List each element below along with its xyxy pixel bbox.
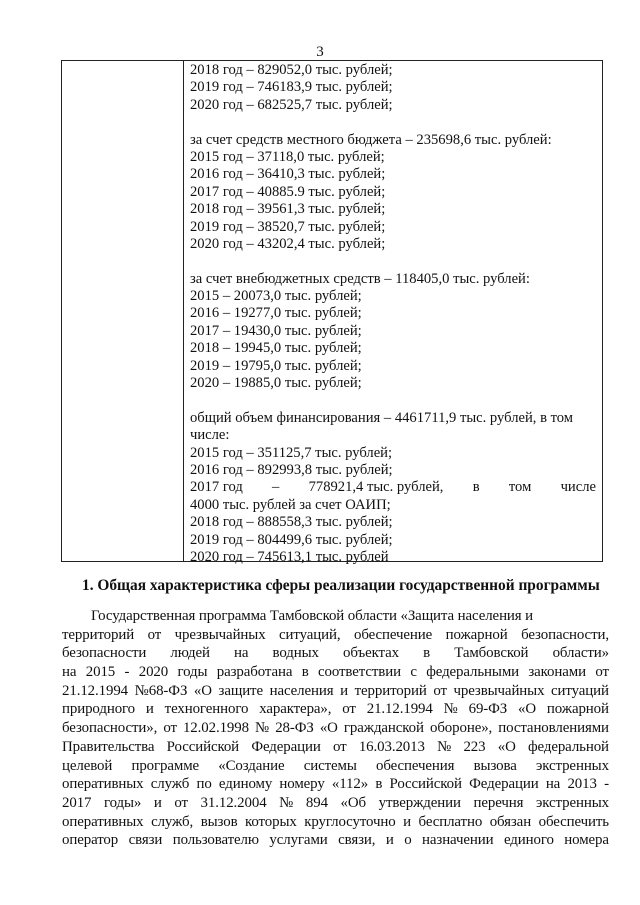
paragraph-word: ситуаций,	[279, 626, 341, 643]
regional-2020-line: 2020 год – 682525,7 тыс. рублей;	[190, 96, 393, 113]
paragraph-word: федеральными	[426, 664, 520, 681]
paragraph-word: №	[437, 738, 452, 755]
paragraph-line	[62, 775, 609, 794]
paragraph-word: программе	[131, 757, 200, 774]
paragraph-word: территорий	[354, 682, 427, 699]
paragraph-word: служб,	[151, 813, 194, 830]
paragraph-word: области»	[552, 645, 609, 662]
paragraph-word: целевой	[62, 757, 113, 774]
paragraph-word: и	[340, 682, 348, 699]
local-budget-line: 2018 год – 39561,3 тыс. рублей;	[190, 201, 386, 218]
paragraph-word: федеральной	[527, 738, 609, 755]
paragraph-word: от	[333, 738, 347, 755]
paragraph-word: и	[385, 832, 394, 849]
paragraph-word: населения	[269, 682, 334, 699]
paragraph-word: обязан	[489, 813, 532, 830]
extra-budget-line: 2019 – 19795,0 тыс. рублей;	[190, 357, 362, 374]
local-budget-line: 2020 год – 43202,4 тыс. рублей;	[190, 235, 386, 252]
extra-budget-line: 2018 – 19945,0 тыс. рублей;	[190, 340, 362, 357]
total-2015-line: 2015 год – 351125,7 тыс. рублей;	[190, 444, 393, 461]
paragraph-word: в	[375, 776, 383, 793]
paragraph-word: «112»	[331, 776, 369, 793]
paragraph-word: экстренных	[535, 757, 609, 774]
total-heading-line1: общий объем финансирования – 4461711,9 тыс. рублей, в том	[190, 409, 574, 426]
paragraph-word: «О	[193, 682, 212, 699]
paragraph-word: чрезвычайных	[453, 682, 545, 699]
paragraph-word: «О	[497, 738, 516, 755]
paragraph-line	[62, 663, 609, 682]
paragraph-word: в	[301, 664, 309, 681]
paragraph-word: пожарной	[546, 701, 609, 718]
paragraph-word: и	[153, 794, 162, 811]
paragraph-word: на	[234, 645, 249, 662]
paragraph-word: №	[443, 701, 458, 718]
extra-budget-heading: за счет внебюджетных средств – 118405,0 тыс. рублей:	[190, 270, 530, 287]
total-2017-continuation: 4000 тыс. рублей за счет ОАИП;	[190, 496, 391, 513]
regional-2019-line: 2019 год – 746183,9 тыс. рублей;	[190, 79, 393, 96]
paragraph-word: системы	[303, 757, 357, 774]
section-title: 1. Общая характеристика сферы реализации государственной программы	[82, 577, 600, 594]
paragraph-line: Государственная программа Тамбовской области «Защита населения и	[62, 608, 534, 624]
paragraph-word: утверждении	[378, 794, 461, 811]
paragraph-word: постановлениями	[498, 720, 609, 737]
local-budget-line: 2015 год – 37118,0 тыс. рублей;	[190, 148, 385, 165]
paragraph-line	[62, 644, 609, 663]
extra-budget-line: 2020 – 19885,0 тыс. рублей;	[190, 375, 362, 392]
paragraph-word: Российской	[389, 776, 462, 793]
paragraph-word: обеспечения	[375, 757, 455, 774]
paragraph-word: 16.03.2013	[358, 738, 425, 755]
local-budget-line: 2016 год – 36410,3 тыс. рублей;	[190, 166, 386, 183]
paragraph-word: бесплатно	[418, 813, 483, 830]
paragraph-word: от	[174, 794, 188, 811]
paragraph-word: -	[124, 664, 130, 681]
table-right-cell	[184, 61, 602, 565]
paragraph-line	[62, 794, 609, 813]
paragraph-word: годы	[177, 664, 208, 681]
paragraph-word: по	[196, 776, 212, 793]
paragraph-word: №	[255, 720, 270, 737]
extra-budget-line: 2017 – 19430,0 тыс. рублей;	[190, 322, 362, 339]
paragraph-word: Тамбовской	[454, 645, 529, 662]
paragraph-word: характера»,	[259, 701, 332, 718]
paragraph-word: 31.12.2004	[200, 794, 267, 811]
paragraph-word: 2013	[567, 776, 597, 793]
paragraph-word: 894	[305, 794, 328, 811]
paragraph-word: «Об	[340, 794, 367, 811]
total-heading-line2: числе:	[190, 427, 230, 444]
paragraph-word: чрезвычайных	[174, 626, 266, 643]
paragraph-word: людей	[170, 645, 210, 662]
paragraph-word: безопасности,	[521, 626, 609, 643]
paragraph-word: вызова	[473, 757, 517, 774]
paragraph-word: 69-ФЗ	[468, 701, 508, 718]
table-left-cell	[62, 61, 184, 561]
total-2017-part: 2017 год	[190, 479, 243, 496]
total-2018-line: 2018 год – 888558,3 тыс. рублей;	[190, 514, 393, 531]
paragraph-word: объектах	[343, 645, 399, 662]
total-2017-line	[190, 479, 596, 496]
total-2017-part: том	[508, 479, 532, 496]
paragraph-word: 21.12.1994	[366, 701, 433, 718]
paragraph-word: «О	[518, 701, 537, 718]
total-2019-line: 2019 год – 804499,6 тыс. рублей;	[190, 531, 393, 548]
paragraph-line	[62, 813, 609, 832]
paragraph-word: 21.12.1994	[62, 682, 129, 699]
paragraph-word: круглосуточно	[304, 813, 396, 830]
paragraph-word: обеспечение	[353, 626, 433, 643]
paragraph-word: пожарной	[445, 626, 508, 643]
section-paragraph	[62, 607, 609, 850]
paragraph-word: разработана	[216, 664, 293, 681]
paragraph-word: «О	[319, 720, 338, 737]
paragraph-word: годы»	[104, 794, 142, 811]
paragraph-word: пользователю	[172, 832, 259, 849]
paragraph-word: 223	[463, 738, 486, 755]
paragraph-word: №68-ФЗ	[134, 682, 188, 699]
paragraph-word: обороне»,	[429, 720, 493, 737]
paragraph-word: от	[147, 626, 162, 643]
paragraph-word: территорий	[62, 626, 135, 643]
paragraph-word: обеспечить	[538, 813, 609, 830]
paragraph-word: от	[163, 720, 177, 737]
paragraph-word: техногенного	[164, 701, 249, 718]
paragraph-line	[62, 626, 609, 645]
page-number: 3	[316, 44, 324, 60]
paragraph-word: соответствии	[318, 664, 401, 681]
paragraph-word: оперативных	[62, 776, 144, 793]
extra-budget-line: 2016 – 19277,0 тыс. рублей;	[190, 305, 362, 322]
paragraph-word: перечня	[473, 794, 524, 811]
paragraph-word: 2017	[62, 794, 92, 811]
extra-budget-line: 2015 – 20073,0 тыс. рублей;	[190, 288, 362, 305]
paragraph-word: 28-ФЗ	[275, 720, 314, 737]
paragraph-word: вызов	[200, 813, 238, 830]
paragraph-word: которых	[245, 813, 297, 830]
paragraph-word: от	[342, 701, 356, 718]
paragraph-word: на	[545, 776, 561, 793]
paragraph-word: -	[604, 776, 609, 793]
paragraph-word: защите	[218, 682, 263, 699]
paragraph-word: и	[145, 701, 154, 718]
total-2016-line: 2016 год – 892993,8 тыс. рублей;	[190, 461, 393, 478]
paragraph-word: 12.02.1998	[182, 720, 249, 737]
total-2017-part: числе	[560, 479, 596, 496]
paragraph-line	[62, 738, 609, 757]
paragraph-word: услугами	[269, 832, 328, 849]
paragraph-line	[62, 700, 609, 719]
paragraph-word: Российской	[166, 738, 240, 755]
paragraph-line	[62, 831, 609, 850]
local-budget-heading: за счет средств местного бюджета – 235698,6 тыс. рублей:	[190, 131, 552, 148]
paragraph-word: оперативных	[62, 813, 144, 830]
paragraph-word: гражданской	[343, 720, 424, 737]
paragraph-word: на	[62, 664, 77, 681]
paragraph-word: единому	[218, 776, 273, 793]
paragraph-line	[62, 682, 609, 701]
paragraph-word: единого	[503, 832, 554, 849]
local-budget-line: 2017 год – 40885.9 тыс. рублей;	[190, 183, 386, 200]
paragraph-word: Федерации	[469, 776, 539, 793]
paragraph-word: с	[410, 664, 417, 681]
paragraph-word: №	[279, 794, 294, 811]
paragraph-line	[62, 757, 609, 776]
paragraph-word: 2020	[138, 664, 169, 681]
funding-table	[61, 60, 603, 565]
paragraph-word: законами	[528, 664, 586, 681]
paragraph-word: экстренных	[535, 794, 609, 811]
total-2017-part: –	[272, 479, 280, 496]
paragraph-word: о	[404, 832, 412, 849]
paragraph-line	[62, 719, 609, 738]
paragraph-word: в	[423, 645, 431, 662]
paragraph-word: безопасности»,	[62, 720, 158, 737]
paragraph-word: номеру	[279, 776, 325, 793]
paragraph-word: ситуаций	[551, 682, 609, 699]
paragraph-word: «Создание	[218, 757, 285, 774]
paragraph-word: оператор	[62, 832, 119, 849]
paragraph-word: водных	[272, 645, 319, 662]
paragraph-word: безопасности	[62, 645, 147, 662]
total-2017-part: в	[472, 479, 480, 496]
paragraph-word: 2015	[85, 664, 116, 681]
paragraph-word: и	[403, 813, 412, 830]
paragraph-word: Правительства	[62, 738, 155, 755]
paragraph-word: от	[433, 682, 447, 699]
paragraph-word: Федерации	[251, 738, 321, 755]
total-2020-line: 2020 год – 745613,1 тыс. рублей	[190, 548, 389, 565]
paragraph-word: от	[595, 664, 609, 681]
paragraph-word: номера	[564, 832, 609, 849]
paragraph-word: связи,	[338, 832, 376, 849]
paragraph-word: природного	[62, 701, 136, 718]
total-2017-part: 778921,4 тыс. рублей,	[308, 479, 444, 496]
regional-2018-line: 2018 год – 829052,0 тыс. рублей;	[190, 62, 393, 78]
paragraph-word: служб	[150, 776, 190, 793]
paragraph-word: связи	[128, 832, 163, 849]
paragraph-word: назначении	[422, 832, 494, 849]
local-budget-line: 2019 год – 38520,7 тыс. рублей;	[190, 218, 386, 235]
